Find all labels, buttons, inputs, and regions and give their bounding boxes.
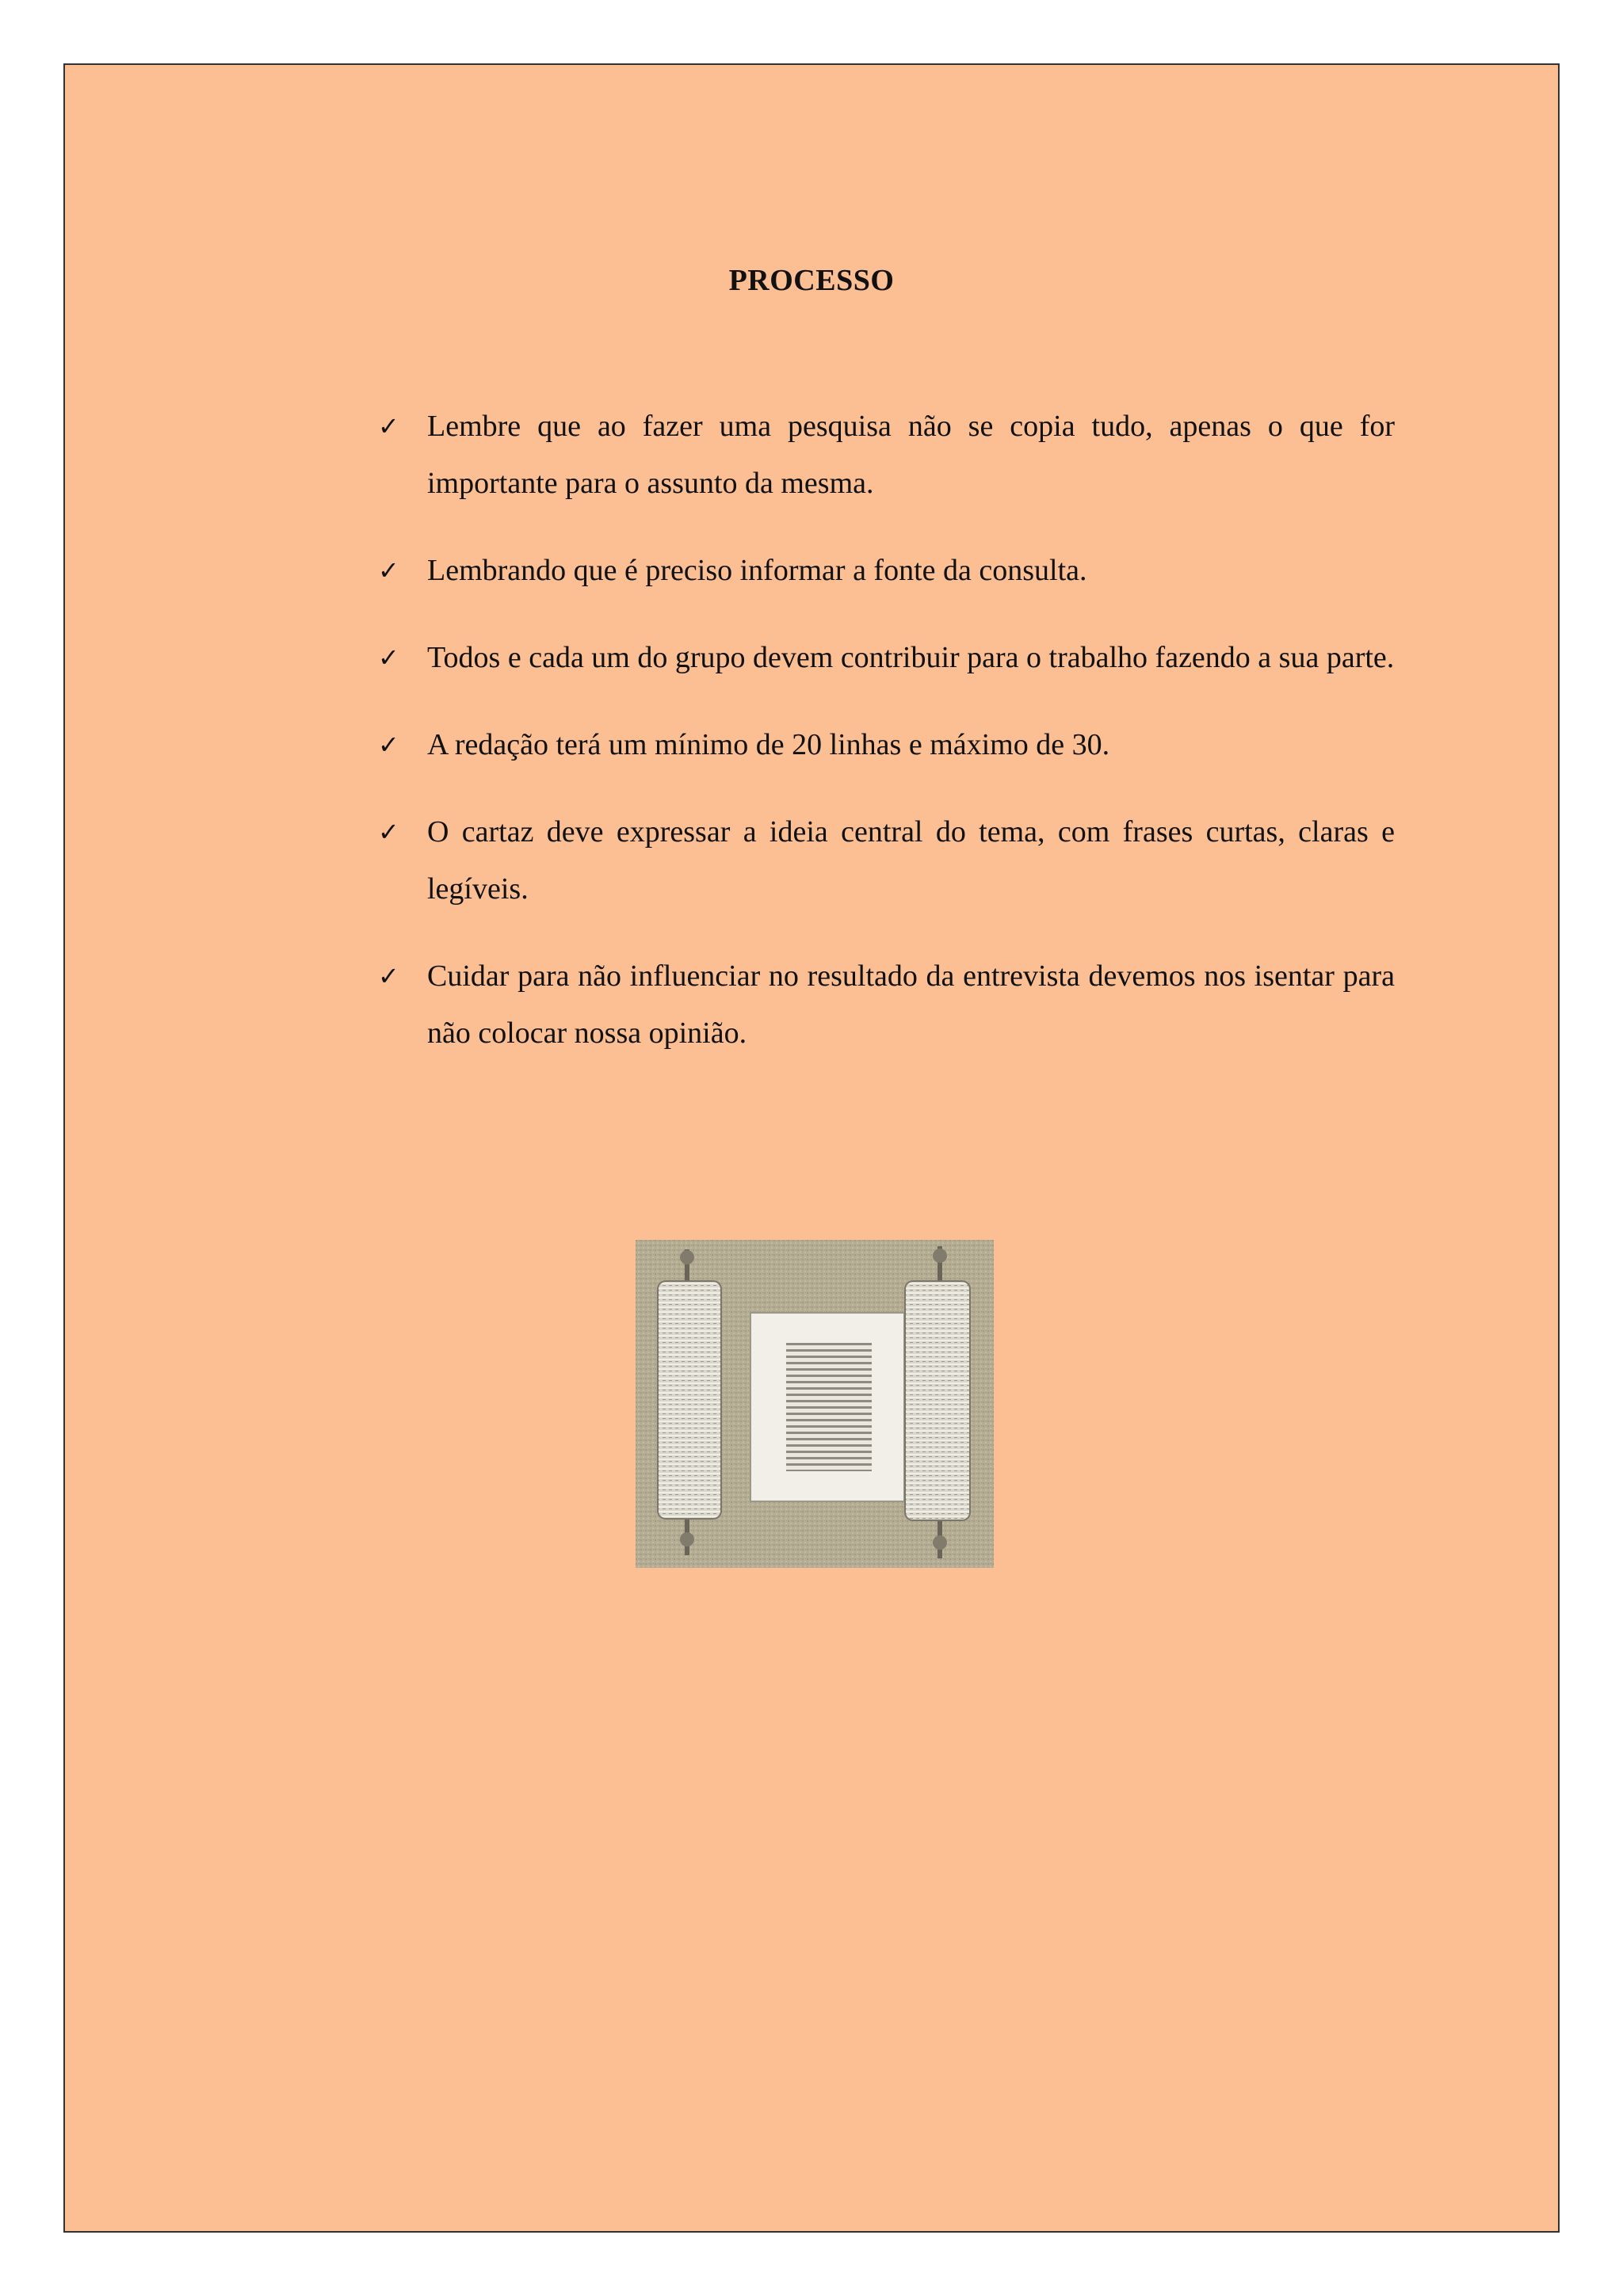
- checkmark-icon: ✓: [378, 730, 399, 760]
- list-item-text: Lembre que ao fazer uma pesquisa não se copia tudo, apenas o que for importante para o assunto da mesma.: [427, 410, 1395, 500]
- list-item: [378, 542, 1395, 599]
- list-item-text: Todos e cada um do grupo devem contribuir para o trabalho fazendo a sua parte.: [427, 641, 1395, 674]
- checkmark-icon: ✓: [378, 643, 399, 673]
- list-item: [378, 629, 1395, 686]
- checklist: [378, 398, 1395, 1092]
- list-item: [378, 948, 1395, 1062]
- list-item: [378, 803, 1395, 917]
- list-item-text: Lembrando que é preciso informar a fonte da consulta.: [427, 554, 1087, 587]
- list-item-text: Cuidar para não influenciar no resultado da entrevista devemos nos isentar para não colocar nossa opinião.: [427, 959, 1395, 1050]
- list-item: [378, 398, 1395, 512]
- checkmark-icon: ✓: [378, 817, 399, 847]
- checkmark-icon: ✓: [378, 555, 399, 585]
- checkmark-icon: ✓: [378, 411, 399, 441]
- checkmark-icon: ✓: [378, 961, 399, 991]
- page-frame: [63, 63, 1560, 2233]
- list-item: [378, 716, 1395, 773]
- list-item-text: O cartaz deve expressar a ideia central do tema, com frases curtas, claras e legíveis.: [427, 815, 1395, 906]
- list-item-text: A redação terá um mínimo de 20 linhas e máximo de 30.: [427, 728, 1110, 761]
- torah-scroll-image: [636, 1240, 994, 1568]
- page-title: PROCESSO: [728, 264, 895, 297]
